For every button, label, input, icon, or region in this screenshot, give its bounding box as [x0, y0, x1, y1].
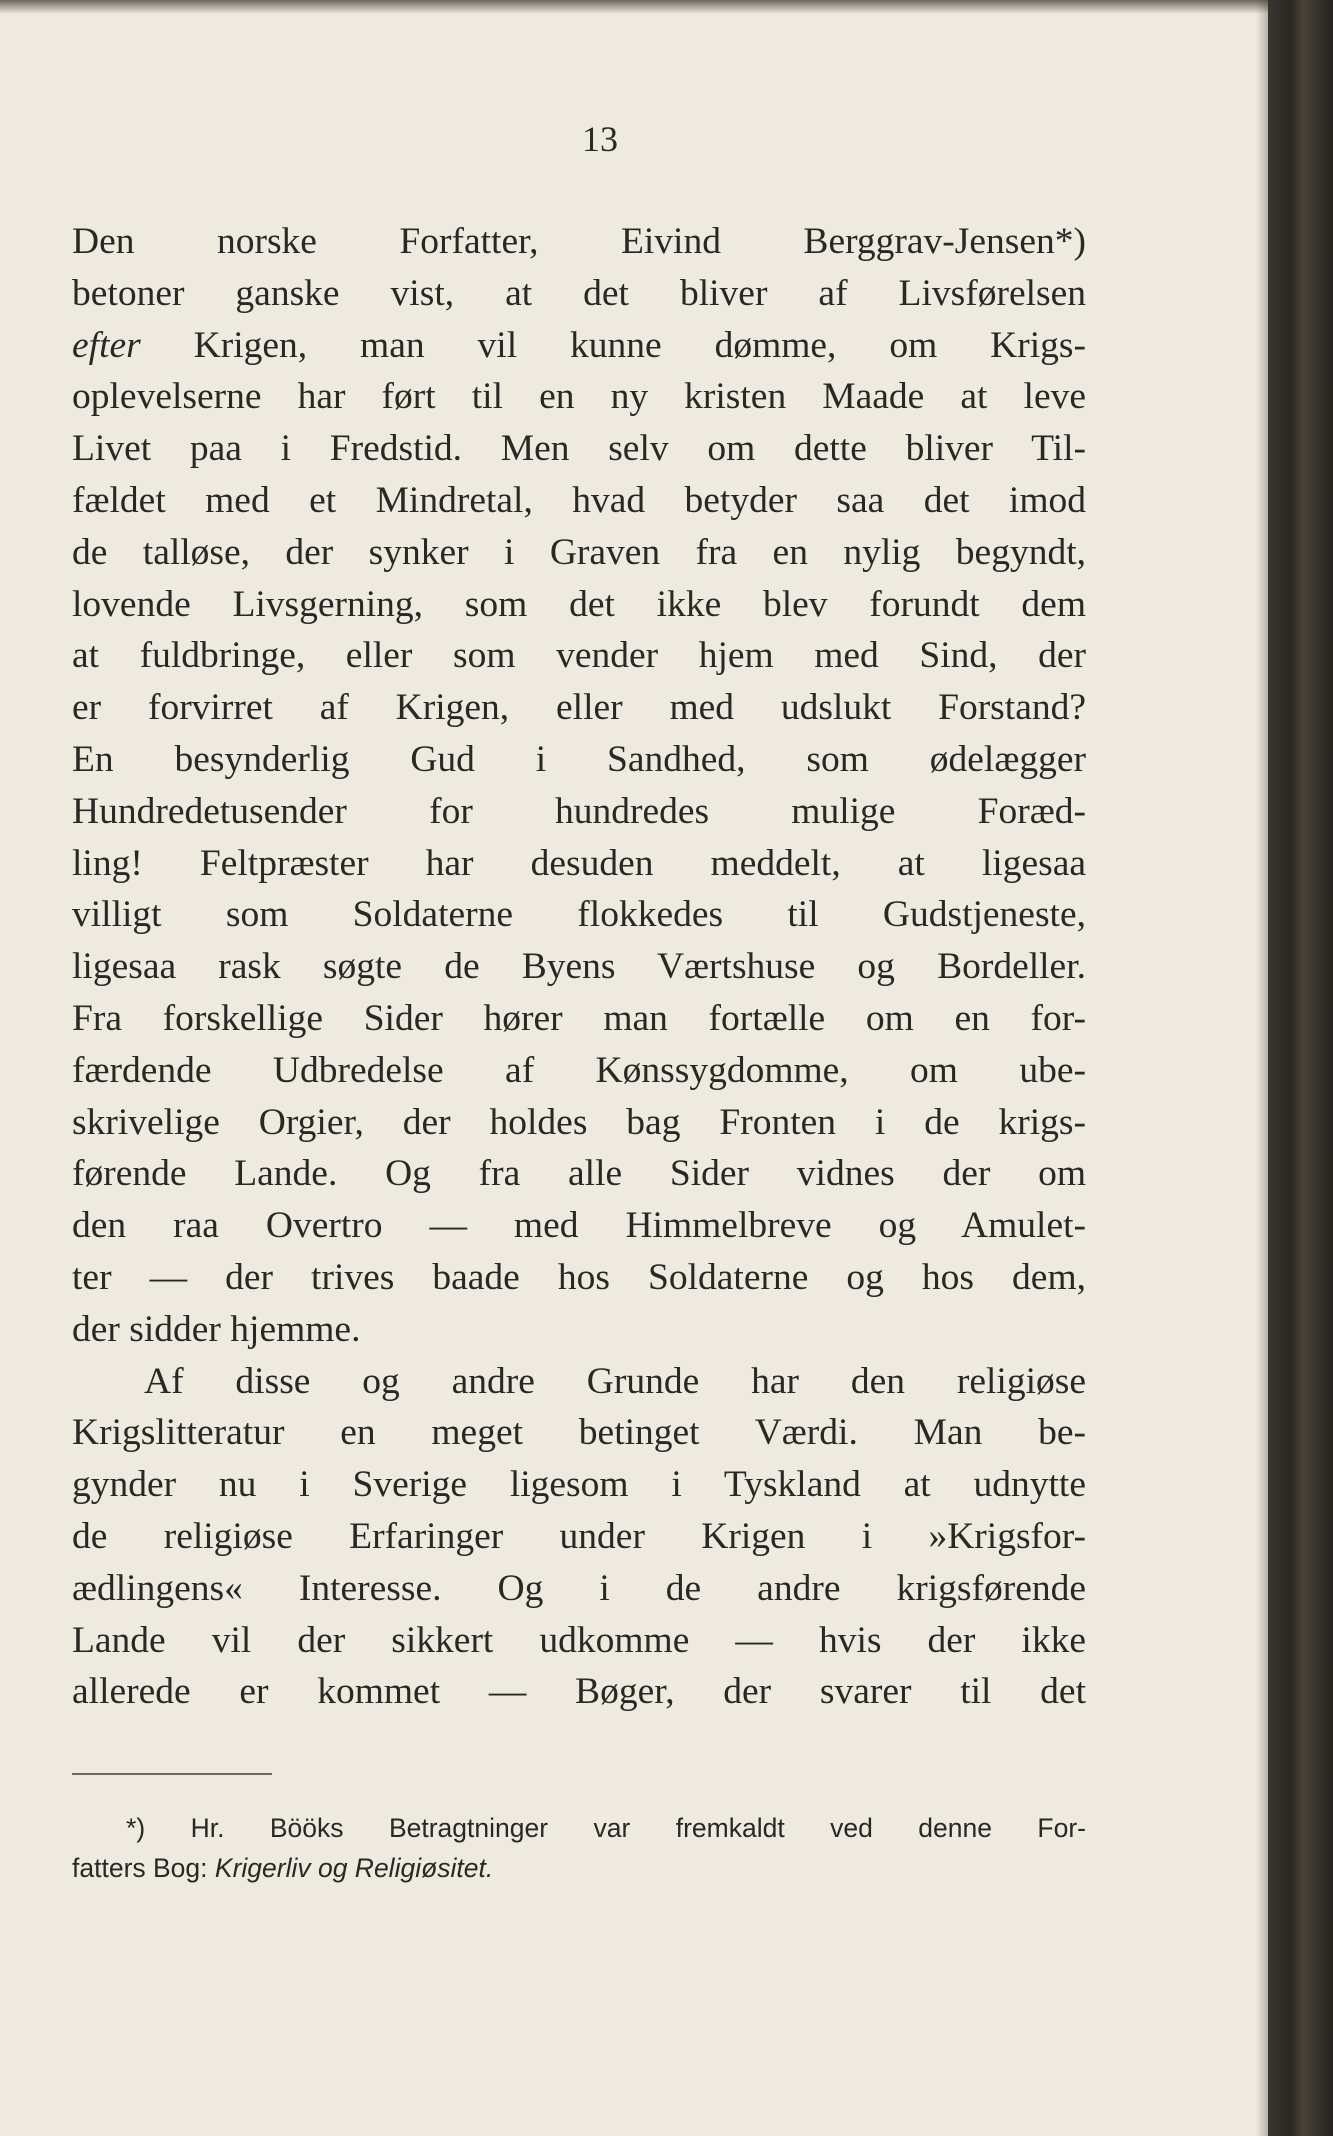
book-title: Krigerliv og Religiøsitet. — [214, 1853, 494, 1883]
text-line: Krigslitteratur en meget betinget Værdi. Man be- — [72, 1412, 1086, 1454]
text-line: Fra forskellige Sider hører man fortælle om en for- — [72, 997, 1086, 1039]
text-run: fatters Bog: — [72, 1853, 215, 1883]
text-line: allerede er kommet — Bøger, der svarer til det — [72, 1671, 1086, 1713]
text-line: villigt som Soldaterne flokkedes til Gudstjeneste, — [72, 894, 1086, 936]
text-line: Livet paa i Fredstid. Men selv om dette bliver Til- — [72, 428, 1086, 470]
text-line: betoner ganske vist, at det bliver af Livsførelsen — [72, 272, 1086, 314]
page-top-shadow — [0, 0, 1268, 14]
paragraph-2 — [72, 1356, 1086, 1719]
text-line: oplevelserne har ført til en ny kristen Maade at leve — [72, 376, 1086, 418]
text-line: ling! Feltpræster har desuden meddelt, at ligesaa — [72, 842, 1086, 884]
footnote-line — [72, 1848, 1086, 1888]
text-line: er forvirret af Krigen, eller med udslukt Forstand? — [72, 687, 1086, 729]
text-line: lovende Livsgerning, som det ikke blev forundt dem — [72, 583, 1086, 625]
text-line: gynder nu i Sverige ligesom i Tyskland at udnytte — [72, 1464, 1086, 1506]
text-line: den raa Overtro — med Himmelbreve og Amulet- — [72, 1205, 1086, 1247]
text-line: de religiøse Erfaringer under Krigen i »Krigsfor- — [72, 1515, 1086, 1557]
text-line: Af disse og andre Grunde har den religiøse — [144, 1360, 1086, 1402]
page-gutter-shadow — [1256, 0, 1268, 2136]
text-line: En besynderlig Gud i Sandhed, som ødelægger — [72, 738, 1086, 780]
text-line: ædlingens« Interesse. Og i de andre krigsførende — [72, 1567, 1086, 1609]
body-text — [72, 216, 1086, 1718]
text-line: ter — der trives baade hos Soldaterne og hos dem, — [72, 1256, 1086, 1298]
text-line: færdende Udbredelse af Kønssygdomme, om ube- — [72, 1049, 1086, 1091]
text-line: fældet med et Mindretal, hvad betyder saa det imod — [72, 479, 1086, 521]
book-spine — [1268, 0, 1333, 2136]
text-line: skrivelige Orgier, der holdes bag Fronten i de krigs- — [72, 1101, 1086, 1143]
page-number: 13 — [582, 119, 618, 159]
text-line: Den norske Forfatter, Eivind Berggrav-Jensen*) — [72, 221, 1086, 262]
footnote — [72, 1808, 1086, 1888]
footnote-divider — [72, 1773, 272, 1775]
text-line: der sidder hjemme. — [72, 1308, 361, 1350]
text-line: ligesaa rask søgte de Byens Værtshuse og Bordeller. — [72, 946, 1086, 988]
text-line: Hundredetusender for hundredes mulige Foræd- — [72, 790, 1086, 832]
emphasis-word: efter — [72, 324, 141, 366]
paragraph-1 — [72, 216, 1086, 1356]
text-line: førende Lande. Og fra alle Sider vidnes der om — [72, 1153, 1086, 1195]
text-run: Krigen, man vil kunne dømme, om Krigs- — [140, 324, 1086, 366]
text-line: Lande vil der sikkert udkomme — hvis der ikke — [72, 1619, 1086, 1661]
text-line: at fuldbringe, eller som vender hjem med Sind, der — [72, 635, 1086, 677]
footnote-line: *) Hr. Bööks Betragtninger var fremkaldt ved denne For- — [126, 1813, 1086, 1843]
text-line: de talløse, der synker i Graven fra en nylig begyndt, — [72, 531, 1086, 573]
text-line — [72, 320, 1086, 372]
